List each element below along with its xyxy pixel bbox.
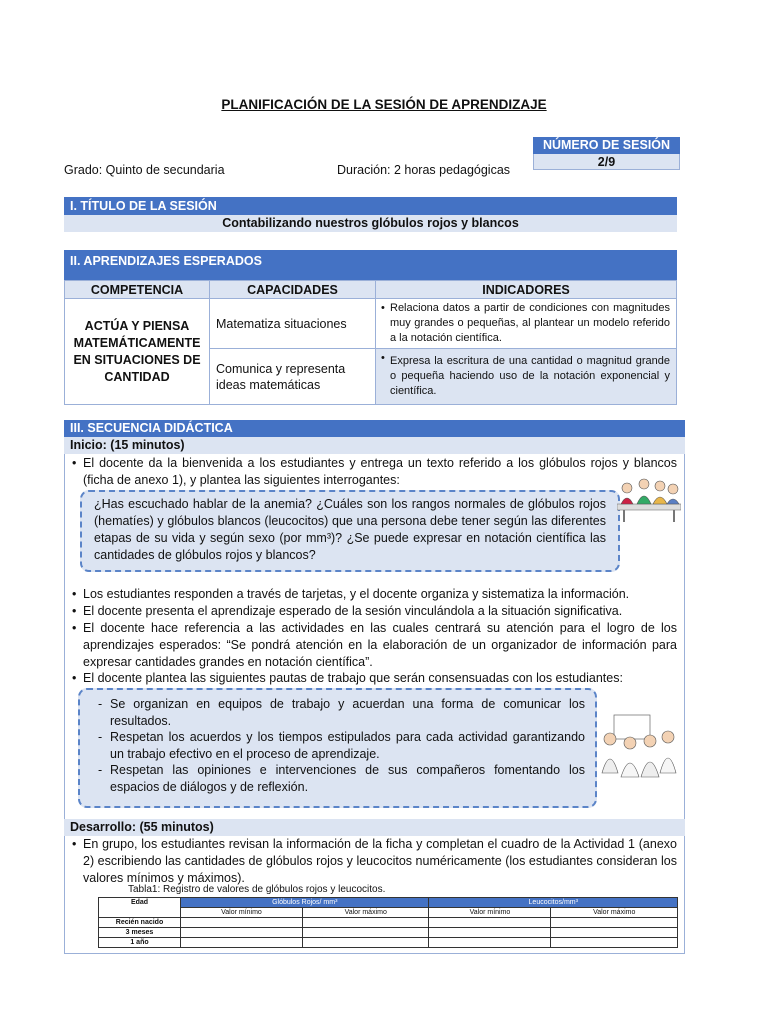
- grado-label: Grado: Quinto de secundaria: [64, 163, 225, 177]
- list-item-text: El docente presenta el aprendizaje esperado de la sesión vinculándola a la situación significativa.: [83, 604, 623, 618]
- session-number-value: 2/9: [533, 154, 680, 170]
- col-valor-minimo: Valor mínimo: [429, 908, 551, 918]
- teamwork-illustration-icon: [600, 713, 680, 781]
- row-label: 3 meses: [99, 928, 181, 938]
- table-row: [99, 918, 678, 928]
- duracion-label: Duración: 2 horas pedagógicas: [337, 163, 511, 177]
- list-item: • El docente da la bienvenida a los estudiantes y entrega un texto referido a los glóbulos rojos y blancos (ficha de anexo 1), y plantea las siguientes interrogantes:: [72, 456, 677, 487]
- indicador-cell: • Relaciona datos a partir de condiciones con magnitudes muy grandes o pequeñas, al plantear un modelo referido a la notación científica.: [376, 299, 677, 349]
- section3-heading: III. SECUENCIA DIDÁCTICA: [64, 420, 685, 437]
- session-title-value: Contabilizando nuestros glóbulos rojos y blancos: [64, 215, 677, 232]
- session-number-box: [533, 137, 680, 170]
- pauta-text: Respetan las opiniones e intervenciones de sus compañeros fomentando los espacios de diálogos y de reflexión.: [110, 763, 585, 794]
- table-cell[interactable]: [551, 918, 678, 928]
- pautas-box: [78, 688, 597, 808]
- list-item: • En grupo, los estudiantes revisan la información de la ficha y completan el cuadro de la Actividad 1 (anexo 2) escribiendo las cantidades de glóbulos rojos y leucocitos numéricamente (los estudiantes consideran los valores mínimos y máximos).: [72, 837, 677, 885]
- registro-table: [98, 897, 678, 948]
- header-indicadores: INDICADORES: [376, 281, 677, 299]
- indicador-text: Relaciona datos a partir de condiciones con magnitudes muy grandes o pequeñas, al plantear un modelo referido a la notación científica.: [390, 302, 670, 344]
- col-valor-maximo: Valor máximo: [302, 908, 429, 918]
- row-label: 1 año: [99, 938, 181, 948]
- list-item: • El docente hace referencia a las actividades en las cuales centrará su atención para el logro de los aprendizajes esperados: “Se pondrá atención en la elaboración de un organizador de información para expresar cantidades grandes en notación científica”.: [72, 621, 677, 669]
- aprendizajes-table: [64, 280, 677, 405]
- pauta-item: - Respetan las opiniones e intervenciones de sus compañeros fomentando los espacios de diálogos y de reflexión.: [98, 763, 585, 794]
- list-item: • El docente plantea las siguientes pautas de trabajo que serán consensuadas con los estudiantes:: [72, 671, 623, 685]
- table-cell[interactable]: [181, 928, 303, 938]
- pauta-text: Respetan los acuerdos y los tiempos estipulados para cada actividad garantizando un trabajo efectivo en el proceso de aprendizaje.: [110, 730, 585, 761]
- session-number-label: NÚMERO DE SESIÓN: [533, 137, 680, 154]
- inicio-heading: Inicio: (15 minutos): [64, 437, 685, 454]
- page-title: PLANIFICACIÓN DE LA SESIÓN DE APRENDIZAJE: [221, 97, 547, 112]
- list-item: • El docente presenta el aprendizaje esperado de la sesión vinculándola a la situación significativa.: [72, 604, 623, 618]
- list-item: • Los estudiantes responden a través de tarjetas, y el docente organiza y sistematiza la información.: [72, 587, 630, 601]
- header-competencia: COMPETENCIA: [65, 281, 210, 299]
- col-edad: Edad: [99, 898, 181, 918]
- competencia-cell: ACTÚA Y PIENSA MATEMÁTICAMENTE EN SITUACIONES DE CANTIDAD: [65, 299, 210, 405]
- indicador-cell: • Expresa la escritura de una cantidad o magnitud grande o pequeña haciendo uso de la notación exponencial y científica.: [376, 349, 677, 405]
- row-label: Recién nacido: [99, 918, 181, 928]
- table-cell[interactable]: [429, 938, 551, 948]
- table-cell[interactable]: [429, 928, 551, 938]
- table-cell[interactable]: [429, 918, 551, 928]
- col-valor-minimo: Valor mínimo: [181, 908, 303, 918]
- table-cell[interactable]: [302, 938, 429, 948]
- pauta-text: Se organizan en equipos de trabajo y acuerdan una forma de comunicar los resultados.: [110, 697, 585, 728]
- indicador-text: Expresa la escritura de una cantidad o magnitud grande o pequeña haciendo uso de la notación exponencial y científica.: [390, 355, 670, 397]
- list-item-text: El docente da la bienvenida a los estudiantes y entrega un texto referido a los glóbulos rojos y blancos (ficha de anexo 1), y plantea las siguientes interrogantes:: [83, 456, 677, 487]
- table-cell[interactable]: [302, 918, 429, 928]
- col-leucocitos: Leucocitos/mm³: [429, 898, 678, 908]
- section1-heading: I. TÍTULO DE LA SESIÓN: [64, 197, 677, 215]
- list-item-text: El docente hace referencia a las actividades en las cuales centrará su atención para el logro de los aprendizajes esperados: “Se pondrá atención en la elaboración de un organizador de información para expresar cantidades grandes en notación científica”.: [83, 621, 677, 669]
- table-cell[interactable]: [551, 938, 678, 948]
- section2-heading: II. APRENDIZAJES ESPERADOS: [64, 250, 677, 280]
- list-item-text: El docente plantea las siguientes pautas de trabajo que serán consensuadas con los estudiantes:: [83, 671, 623, 685]
- table-row: [99, 938, 678, 948]
- students-illustration-icon: [617, 474, 681, 524]
- pauta-item: - Se organizan en equipos de trabajo y acuerdan una forma de comunicar los resultados.: [98, 697, 585, 728]
- table-row: [99, 928, 678, 938]
- capacidad-cell: Comunica y representa ideas matemáticas: [210, 349, 376, 405]
- header-capacidades: CAPACIDADES: [210, 281, 376, 299]
- pauta-item: - Respetan los acuerdos y los tiempos estipulados para cada actividad garantizando un trabajo efectivo en el proceso de aprendizaje.: [98, 730, 585, 761]
- desarrollo-heading: Desarrollo: (55 minutos): [64, 819, 685, 836]
- table-cell[interactable]: [181, 918, 303, 928]
- questions-box: ¿Has escuchado hablar de la anemia? ¿Cuáles son los rangos normales de glóbulos rojos (hematíes) y glóbulos blancos (leucocitos) que una persona debe tener según las diferentes etapas de su vida y según sexo (por mm³)? ¿Se puede expresar en notación científica las cantidades de glóbulos rojos y blancos?: [80, 490, 620, 572]
- col-valor-maximo: Valor máximo: [551, 908, 678, 918]
- col-globulos-rojos: Glóbulos Rojos/ mm³: [181, 898, 429, 908]
- table-cell[interactable]: [181, 938, 303, 948]
- list-item-text: En grupo, los estudiantes revisan la información de la ficha y completan el cuadro de la Actividad 1 (anexo 2) escribiendo las cantidades de glóbulos rojos y leucocitos numéricamente (los estudiantes consideran los valores mínimos y máximos).: [83, 837, 677, 885]
- capacidad-cell: Matematiza situaciones: [210, 299, 376, 349]
- table-cell[interactable]: [551, 928, 678, 938]
- table-cell[interactable]: [302, 928, 429, 938]
- table-caption: Tabla1: Registro de valores de glóbulos rojos y leucocitos.: [128, 884, 386, 895]
- list-item-text: Los estudiantes responden a través de tarjetas, y el docente organiza y sistematiza la información.: [83, 587, 630, 601]
